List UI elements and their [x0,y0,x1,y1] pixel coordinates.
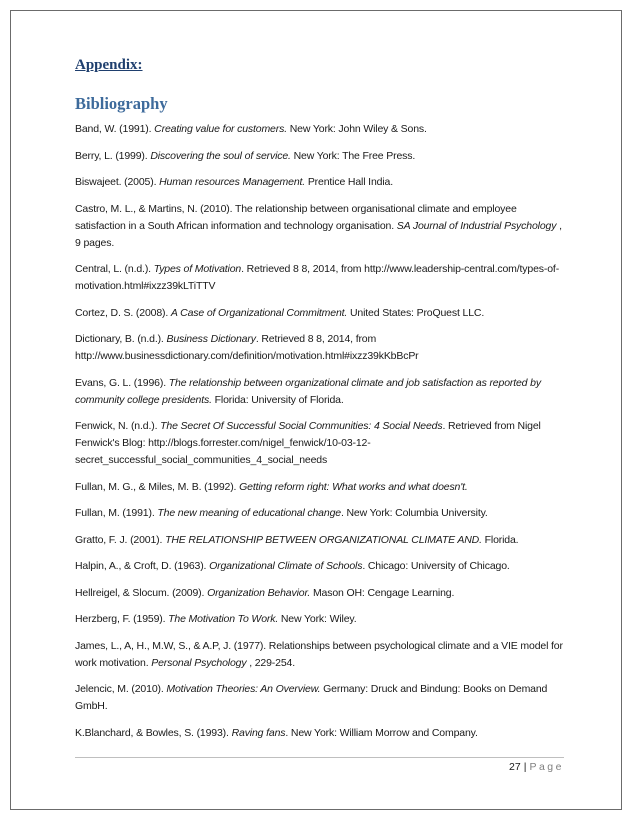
reference-item: Evans, G. L. (1996). The relationship between organizational climate and job satisfaction as reported by community college presidents. Florida: University of Florida. [75,376,541,406]
reference-item: Biswajeet. (2005). Human resources Management. Prentice Hall India. [75,176,393,188]
reference-item: Fullan, M. (1991). The new meaning of educational change. New York: Columbia University. [75,507,488,519]
reference-item: Hellreigel, & Slocum. (2009). Organization Behavior. Mason OH: Cengage Learning. [75,586,455,599]
reference-title: The new meaning of educational change [157,507,341,519]
reference-item: Berry, L. (1999). Discovering the soul of service. New York: The Free Press. [75,149,416,162]
reference-item: Fullan, M. G., & Miles, M. B. (1992). Getting reform right: What works and what doesn't. [75,480,468,493]
reference-item: James, L., A, H., M.W, S., & A.P, J. (1977). Relationships between psychological climate and a VIE model for work motivation. Personal Psychology , 229-254. [75,639,563,669]
reference-item: Castro, M. L., & Martins, N. (2010). The relationship between organisational climate and employee satisfaction in a South African information and technology organisation. SA Journal of Industrial Psychology , 9 pages. [75,202,562,249]
page-footer [509,761,564,773]
reference-title: Business Dictionary [166,333,256,345]
reference-title: Discovering the soul of service. [150,149,291,162]
reference-item: Dictionary, B. (n.d.). Business Dictionary. Retrieved 8 8, 2014, from http://www.businessdictionary.com/definition/motivation.html#ixzz39kKbBcPr [75,333,419,362]
reference-title: Getting reform right: What works and what doesn't. [239,480,468,493]
reference-title: THE RELATIONSHIP BETWEEN ORGANIZATIONAL CLIMATE AND. [165,533,482,546]
reference-title: Motivation Theories: An Overview. [166,683,321,695]
appendix-heading: Appendix: [75,57,143,73]
reference-title: Human resources Management. [159,176,306,188]
reference-title: SA Journal of Industrial Psychology [396,219,557,232]
reference-item: Cortez, D. S. (2008). A Case of Organizational Commitment. United States: ProQuest LLC. [75,306,485,319]
reference-item: Gratto, F. J. (2001). THE RELATIONSHIP BETWEEN ORGANIZATIONAL CLIMATE AND. Florida. [75,533,519,546]
bibliography-heading: Bibliography [75,94,168,113]
reference-title: Raving fans [231,726,286,739]
reference-item: Halpin, A., & Croft, D. (1963). Organizational Climate of Schools. Chicago: University of Chicago. [75,560,510,572]
reference-title: Personal Psychology [151,656,247,669]
reference-title: The relationship between organizational climate and job satisfaction as reported by community college presidents. [75,376,541,406]
footer-divider [75,757,564,758]
reference-title: Organization Behavior. [207,586,311,599]
reference-item: Herzberg, F. (1959). The Motivation To Work. New York: Wiley. [75,613,357,625]
reference-item: Central, L. (n.d.). Types of Motivation. Retrieved 8 8, 2014, from http://www.leadership-central.com/types-of-motivation.html#ixzz39kLTiTTV [75,263,560,292]
reference-title: Organizational Climate of Schools [209,560,363,572]
reference-title: Types of Motivation [153,263,242,275]
reference-title: The Motivation To Work. [168,613,279,625]
footer-separator: | [523,761,527,773]
reference-list [75,121,569,751]
reference-title: The Secret Of Successful Social Communities: 4 Social Needs [160,420,443,432]
reference-title: A Case of Organizational Commitment. [170,306,348,319]
reference-item: K.Blanchard, & Bowles, S. (1993). Raving fans. New York: William Morrow and Company. [75,726,478,739]
reference-title: Creating value for customers. [154,123,287,135]
page-number: 27 [509,761,521,773]
reference-item: Fenwick, N. (n.d.). The Secret Of Successful Social Communities: 4 Social Needs. Retrieved from Nigel Fenwick's Blog: http://blogs.forrester.com/nigel_fenwick/10-03-12-secret_successful_social_communities_4_social_needs [75,420,541,466]
page-label: Page [529,761,564,773]
reference-item: Band, W. (1991). Creating value for customers. New York: John Wiley & Sons. [75,123,427,135]
reference-item: Jelencic, M. (2010). Motivation Theories: An Overview. Germany: Druck and Bindung: Books on Demand GmbH. [75,683,548,712]
